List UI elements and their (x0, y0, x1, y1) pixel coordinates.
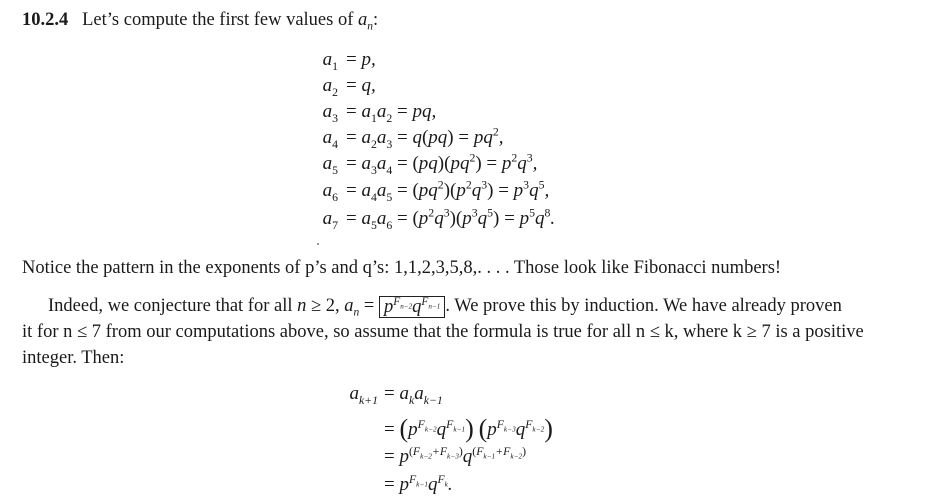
paragraph-line-3: integer. Then: (22, 348, 125, 368)
eq-rhs-a2: = q, (346, 75, 376, 96)
paragraph-part-1: Indeed, we conjecture that for all (48, 296, 293, 316)
eq-rhs-a7: = $a_5a_6 = (p^2q^3)(p^3q^5) = p^5q^8$. (346, 206, 556, 232)
paragraph-line-1 (48, 295, 842, 318)
eq-rhs-a4: = $a_2a_3 = q(pq) = pq^2$, (346, 125, 504, 151)
stray-dot (317, 243, 319, 245)
eq-rhs-a1: = p, (346, 49, 376, 70)
eq-lhs-a6: $a_6$ (322, 180, 338, 204)
paragraph-part-2: . We prove this by induction. We have already proven (445, 296, 842, 316)
section-intro: Let’s compute the first few values of (82, 10, 354, 30)
condition-formula: n ≥ 2, $a_n$ = (297, 296, 375, 319)
paragraph-line-2: it for n ≤ 7 from our computations above, so assume that the formula is true for all n ≤ k, where k ≥ 7 is a positive (22, 322, 864, 342)
eq-rhs-a5: = $a_3a_4 = (pq)(pq^2) = p^2q^3$, (346, 151, 538, 177)
a-n-symbol: $a_n$ (358, 10, 373, 33)
induction-step-1: = $a_ka_{k-1}$ (384, 383, 443, 407)
induction-step-2: = $(p^{F_{k-2}}q^{F_{k-1}})$ $(p^{F_{k-3}}q^{F_{k-2}})$ (384, 414, 553, 443)
eq-rhs-a6: = $a_4a_5 = (pq^2)(p^2q^3) = p^3q^5$, (346, 178, 550, 204)
induction-lhs: $a_{k+1}$ (349, 383, 378, 407)
eq-lhs-a2: $a_2$ (322, 75, 338, 99)
notice-text: Notice the pattern in the exponents of p’s and q’s: 1,1,2,3,5,8,. . . . Those look like Fibonacci numbers! (22, 258, 782, 278)
eq-lhs-a7: $a_7$ (322, 208, 338, 232)
eq-lhs-a3: $a_3$ (322, 101, 338, 125)
eq-lhs-a4: $a_4$ (322, 127, 338, 151)
eq-rhs-a3: = $a_1a_2$ = pq, (346, 101, 437, 125)
section-heading: 10.2.4 Let’s compute the first few values of $a_n$: (22, 10, 379, 33)
induction-step-3: = $p^{(F_{k-2}+F_{k-3})}q^{(F_{k-1}+F_{k-2})}$ (384, 444, 527, 467)
section-number: 10.2.4 (22, 10, 69, 30)
eq-lhs-a5: $a_5$ (322, 153, 338, 177)
eq-lhs-a1: $a_1$ (322, 49, 338, 73)
induction-step-4: = $p^{F_{k-1}}q^{F_k}$. (384, 472, 453, 495)
boxed-formula: $p^{F_{n-2}}q^{F_{n-1}}$ (379, 296, 445, 318)
